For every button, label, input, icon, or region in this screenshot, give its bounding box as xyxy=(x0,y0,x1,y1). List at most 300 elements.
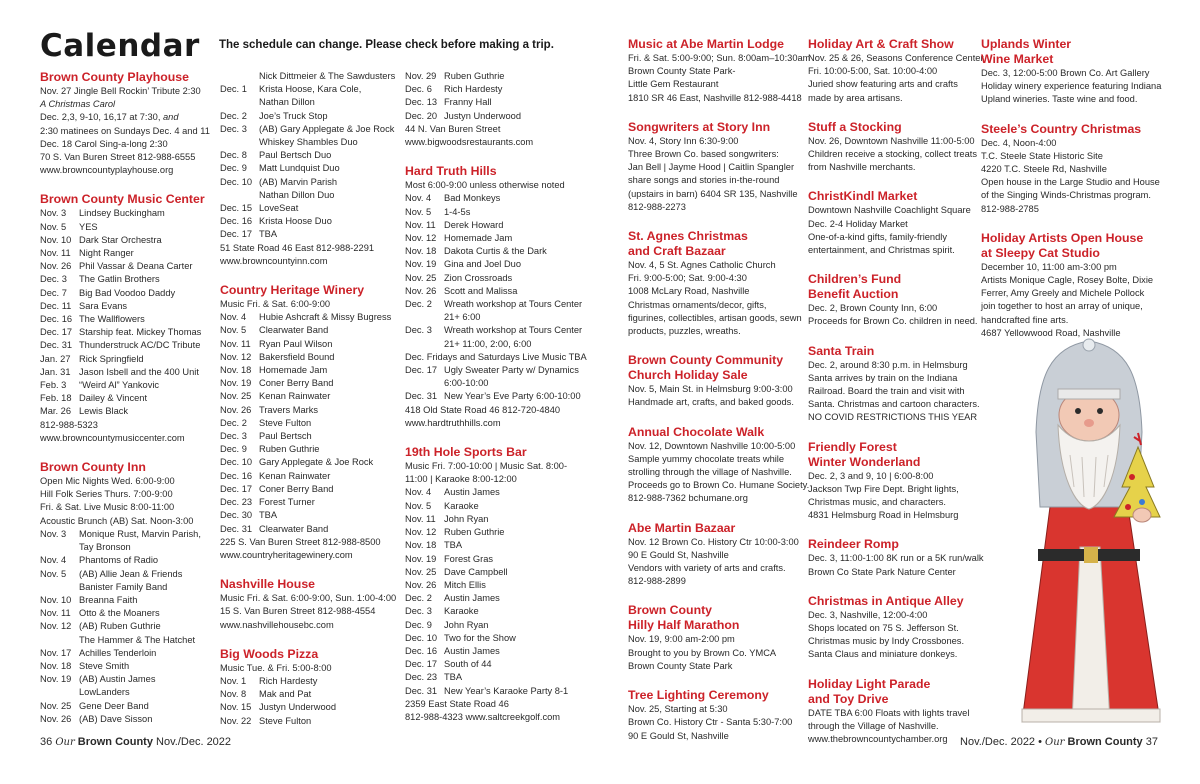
schedule-date: Nov. 26 xyxy=(405,285,437,296)
schedule-entry: (AB) Austin James xyxy=(79,674,156,685)
event-detail-line: Dec. 3, 11:00-1:00 8K run or a 5K run/walk xyxy=(808,553,984,564)
schedule-date: Dec. 17 xyxy=(220,483,253,494)
schedule-row xyxy=(405,671,585,684)
schedule-entry: Ryan Paul Wilson xyxy=(259,338,333,349)
schedule-entry: Night Ranger xyxy=(79,248,134,259)
schedule-entry: 6:00-10:00 xyxy=(444,378,489,389)
schedule-entry: Whiskey Shambles Duo xyxy=(259,137,358,148)
schedule-entry: Hubie Ashcraft & Missy Bugress xyxy=(259,312,392,323)
event-details xyxy=(981,137,1161,216)
brand-name: Brown County xyxy=(77,736,153,748)
venue-title: Big Woods Pizza xyxy=(220,646,319,661)
schedule-date xyxy=(40,541,79,554)
schedule-entry: Austin James xyxy=(444,593,500,604)
schedule-row xyxy=(405,232,585,245)
schedule-date: Nov. 26 xyxy=(40,713,72,724)
schedule-row xyxy=(40,568,215,581)
schedule-row xyxy=(405,219,585,232)
column-1 xyxy=(40,70,215,741)
event-detail-line: from Nashville merchants. xyxy=(808,162,916,173)
schedule-date xyxy=(220,70,259,83)
schedule-row xyxy=(40,234,215,247)
schedule-row xyxy=(40,700,215,713)
event-detail-line: 90 E Gould St, Nashville xyxy=(628,549,729,560)
schedule-date: Nov. 25 xyxy=(405,272,437,283)
event-steele xyxy=(981,122,1161,216)
schedule-row xyxy=(40,634,215,647)
schedule-entry: LowLanders xyxy=(79,687,130,698)
event-details xyxy=(808,609,978,662)
schedule-date: Nov. 11 xyxy=(405,219,436,230)
schedule-date xyxy=(405,311,444,324)
schedule-entry: The Hammer & The Hatchet xyxy=(79,634,196,645)
schedule-row xyxy=(40,207,215,220)
schedule-date: Dec. 3 xyxy=(405,606,432,617)
column-2 xyxy=(220,70,402,743)
event-line: Dec. Fridays and Saturdays Live Music TBA xyxy=(405,351,587,362)
venue-title: Country Heritage Winery xyxy=(220,283,365,298)
schedule-date: Feb. 3 xyxy=(40,380,67,391)
schedule-date: Dec. 9 xyxy=(220,444,247,455)
event-dates: Dec. 2,3, 9-10, 16,17 at 7:30, xyxy=(40,112,164,123)
schedule-entry: (AB) Dave Sisson xyxy=(79,713,153,724)
schedule-date: Nov. 11 xyxy=(405,513,436,524)
schedule-date: Dec. 1 xyxy=(220,84,247,95)
schedule-date: Nov. 5 xyxy=(220,325,247,336)
schedule-entry: Forest Turner xyxy=(259,497,315,508)
schedule-row xyxy=(405,285,585,298)
event-details xyxy=(808,52,984,105)
schedule-entry: Sara Evans xyxy=(79,300,128,311)
schedule-date: Nov. 12 xyxy=(405,527,437,538)
schedule-row xyxy=(40,686,215,699)
venue-hours: Music Tue. & Fri. 5:00-8:00 xyxy=(220,662,332,673)
schedule-entry: Dailey & Vincent xyxy=(79,393,148,404)
schedule-row xyxy=(220,404,402,417)
schedule-row xyxy=(220,123,402,136)
schedule-entry: New Year’s Karaoke Party 8-1 xyxy=(444,685,569,696)
event-childrens-fund xyxy=(808,272,978,328)
event-detail-line: Three Brown Co. based songwriters: xyxy=(628,149,779,160)
venue-website: www.browncountyinn.com xyxy=(220,255,328,266)
schedule-entry: Jason Isbell and the 400 Unit xyxy=(79,366,199,377)
schedule-row xyxy=(220,443,402,456)
event-detail-line: Dec. 3, Nashville, 12:00-4:00 xyxy=(808,609,928,620)
event-title: Children’s Fund xyxy=(808,272,902,287)
schedule-row xyxy=(220,202,402,215)
schedule-row xyxy=(405,566,585,579)
event-bazaar xyxy=(628,521,806,589)
schedule-date: Nov. 19 xyxy=(405,259,437,270)
event-title: Annual Chocolate Walk xyxy=(628,424,765,439)
event-detail-line: Children receive a stocking, collect treats xyxy=(808,149,977,160)
schedule-date: Dec. 2 xyxy=(405,299,432,310)
schedule-date: Dec. 23 xyxy=(405,672,438,683)
venue-hours: Music Fri. & Sat. 6:00-9:00 xyxy=(220,299,331,310)
event-details xyxy=(628,536,806,589)
venue-title: Nashville House xyxy=(220,577,315,592)
event-detail-line: entertainment, and Christmas spirit. xyxy=(808,245,955,256)
schedule-list xyxy=(40,528,215,726)
venue-title: Brown County Playhouse xyxy=(40,70,189,84)
venue-playhouse xyxy=(40,70,215,177)
event-detail-line: Nov. 4, Story Inn 6:30-9:00 xyxy=(628,135,739,146)
event-title: Steele’s Country Christmas xyxy=(981,121,1142,136)
schedule-entry: The Gatlin Brothers xyxy=(79,274,160,285)
venue-big-woods-continued xyxy=(405,70,585,149)
schedule-entry: Karaoke xyxy=(444,500,479,511)
schedule-row xyxy=(220,675,402,688)
schedule-row xyxy=(40,326,215,339)
schedule-row xyxy=(220,715,402,728)
schedule-date: Nov. 25 xyxy=(40,700,72,711)
schedule-row xyxy=(405,645,585,658)
event-chocolate-walk xyxy=(628,424,810,506)
schedule-date: Dec. 17 xyxy=(405,365,438,376)
event-title: Stuff a Stocking xyxy=(808,119,902,134)
schedule-date: Dec. 13 xyxy=(405,97,438,108)
schedule-entry: Franny Hall xyxy=(444,97,492,108)
schedule-entry: Ruben Guthrie xyxy=(259,444,320,455)
schedule-row xyxy=(405,206,585,219)
venue-address: 225 S. Van Buren Street 812-988-8500 xyxy=(220,536,381,547)
event-detail-line: 812-988-2273 xyxy=(628,201,686,212)
schedule-row xyxy=(220,509,402,522)
event-detail-line: December 10, 11:00 am-3:00 pm xyxy=(981,261,1117,272)
schedule-date: Nov. 10 xyxy=(40,234,72,245)
schedule-row xyxy=(220,701,402,714)
event-details xyxy=(981,261,1161,340)
venue-hours: Most 6:00-9:00 unless otherwise noted xyxy=(405,180,565,191)
event-title: ChristKindl Market xyxy=(808,189,918,204)
event-title: Holiday Light Parade xyxy=(808,676,931,691)
schedule-row xyxy=(220,470,402,483)
schedule-entry: Lewis Black xyxy=(79,406,129,417)
schedule-row xyxy=(220,483,402,496)
event-santa-train xyxy=(808,344,978,425)
schedule-date: Dec. 9 xyxy=(220,163,247,174)
schedule-date: Nov. 15 xyxy=(220,702,252,713)
venue-nashville-house xyxy=(220,577,402,632)
event-detail-line: 812-988-2785 xyxy=(981,203,1039,214)
event-half-marathon xyxy=(628,603,806,673)
event-details xyxy=(628,440,810,506)
schedule-row xyxy=(40,581,215,594)
schedule-entry: Phil Vassar & Deana Carter xyxy=(79,261,193,272)
page-number: 36 xyxy=(40,736,53,748)
schedule-entry: Nathan Dillon Duo xyxy=(259,189,335,200)
issue-date: Nov./Dec. 2022 xyxy=(156,736,232,748)
venue-website: www.countryheritagewinery.com xyxy=(220,549,353,560)
event-detail-line: (upstairs in barn) 6404 SR 135, Nashville xyxy=(628,188,798,199)
schedule-row xyxy=(405,539,585,552)
event-title: Hilly Half Marathon xyxy=(628,618,740,633)
schedule-date xyxy=(220,189,259,202)
column-5 xyxy=(808,37,984,761)
schedule-row xyxy=(220,189,402,202)
schedule-entry: Krista Hoose, Kara Cole, xyxy=(259,84,362,95)
column-6 xyxy=(981,37,1161,355)
venue-music-center xyxy=(40,192,215,445)
schedule-row xyxy=(220,377,402,390)
schedule-row xyxy=(405,245,585,258)
event-detail-line: join together to host an array of unique, xyxy=(981,301,1143,312)
schedule-date: Dec. 16 xyxy=(220,216,253,227)
event-detail-line: DATE TBA 6:00 Floats with lights travel xyxy=(808,707,970,718)
schedule-row xyxy=(405,526,585,539)
schedule-date: Nov. 11 xyxy=(40,248,71,259)
footer-left xyxy=(40,736,231,748)
schedule-date: Dec. 10 xyxy=(405,632,438,643)
event-detail-line: of the Singing Winds-Christmas program. xyxy=(981,190,1151,201)
schedule-list xyxy=(220,70,402,242)
event-detail-line: 4687 Yellowwood Road, Nashville xyxy=(981,327,1121,338)
event-detail-line: Santa. Christmas and cartoon characters. xyxy=(808,399,980,410)
schedule-row xyxy=(405,311,585,324)
event-sleepy-cat xyxy=(981,231,1161,340)
event-detail-line: share songs and stories in-the-round xyxy=(628,175,780,186)
brand-script: Our xyxy=(1045,737,1065,748)
event-details xyxy=(628,52,811,105)
schedule-entry: Karaoke xyxy=(444,606,479,617)
venue-hours: 11:00 | Karaoke 8:00-12:00 xyxy=(405,474,517,485)
event-detail-line: through the Village of Nashville. xyxy=(808,720,939,731)
schedule-row xyxy=(40,647,215,660)
schedule-date: Nov. 5 xyxy=(40,221,67,232)
event-detail-line: One-of-a-kind gifts, family-friendly xyxy=(808,231,947,242)
event-detail-line: T.C. Steele State Historic Site xyxy=(981,150,1103,161)
schedule-entry: (AB) Marvin Parish xyxy=(259,176,338,187)
schedule-entry: Forest Gras xyxy=(444,553,494,564)
event-detail-line: figurines, collectibles, artisan goods, sewn xyxy=(628,312,802,323)
schedule-date: Jan. 31 xyxy=(40,366,71,377)
schedule-row xyxy=(220,688,402,701)
schedule-date: Dec. 3 xyxy=(220,123,247,134)
schedule-row xyxy=(40,620,215,633)
venue-website: www.hardtruthhills.com xyxy=(405,417,501,428)
venue-inn-continued xyxy=(220,70,402,268)
event-detail-line: Shops located on 75 S. Jefferson St. xyxy=(808,623,959,634)
venue-address: 70 S. Van Buren Street 812-988-6555 xyxy=(40,152,196,163)
schedule-entry: Bakersfield Bound xyxy=(259,351,335,362)
schedule-date: Nov. 19 xyxy=(220,378,252,389)
schedule-date: Nov. 17 xyxy=(40,647,72,658)
event-detail-line: Christmas ornaments/decor, gifts, xyxy=(628,299,767,310)
schedule-entry: Two for the Show xyxy=(444,632,516,643)
schedule-row xyxy=(405,592,585,605)
schedule-date xyxy=(405,338,444,351)
schedule-entry: Justyn Underwood xyxy=(259,702,336,713)
schedule-date: Nov. 1 xyxy=(220,675,247,686)
schedule-row xyxy=(220,136,402,149)
schedule-row xyxy=(40,554,215,567)
schedule-date: Dec. 17 xyxy=(220,229,253,240)
event-line: Nov. 27 Jingle Bell Rockin’ Tribute 2:30 xyxy=(40,86,201,96)
schedule-entry: Steve Fulton xyxy=(259,715,312,726)
schedule-date: Nov. 10 xyxy=(40,594,72,605)
schedule-entry: Breanna Faith xyxy=(79,594,138,605)
event-details xyxy=(808,302,978,328)
issue-date: Nov./Dec. 2022 • xyxy=(960,736,1042,748)
schedule-entry: The Wallflowers xyxy=(79,314,145,325)
schedule-entry: Bad Monkeys xyxy=(444,193,501,204)
schedule-date: Nov. 29 xyxy=(405,71,437,81)
schedule-row xyxy=(405,632,585,645)
schedule-row xyxy=(40,366,215,379)
schedule-entry: YES xyxy=(79,221,98,232)
schedule-entry: Mitch Ellis xyxy=(444,579,486,590)
schedule-date: Dec. 3 xyxy=(40,274,67,285)
schedule-row xyxy=(405,70,585,83)
event-detail-line: Proceeds for Brown Co. children in need. xyxy=(808,316,978,327)
event-detail-line: Brought to you by Brown Co. YMCA xyxy=(628,647,777,658)
event-detail-line: Christmas music, and characters. xyxy=(808,497,946,508)
event-detail-line: Handmade art, crafts, and baked goods. xyxy=(628,397,794,408)
schedule-row xyxy=(220,390,402,403)
schedule-entry: Ruben Guthrie xyxy=(444,71,505,81)
schedule-entry: LoveSeat xyxy=(259,203,299,214)
schedule-entry: Kenan Rainwater xyxy=(259,470,331,481)
venue-website: www.bigwoodsrestaurants.com xyxy=(405,137,534,148)
schedule-entry: Homemade Jam xyxy=(259,365,328,376)
schedule-list xyxy=(220,311,402,535)
schedule-date: Nov. 12 xyxy=(220,351,252,362)
venue-address: 51 State Road 46 East 812-988-2291 xyxy=(220,242,375,253)
event-dates-and: and xyxy=(163,112,179,123)
event-details xyxy=(628,383,806,409)
schedule-date: Nov. 11 xyxy=(220,338,251,349)
venue-hard-truth xyxy=(405,164,585,430)
event-details xyxy=(981,67,1161,107)
event-title: Church Holiday Sale xyxy=(628,368,748,383)
event-detail-line: Fri. 9:00-5:00; Sat. 9:00-4:30 xyxy=(628,273,747,284)
event-detail-line: Nov. 25, Starting at 5:30 xyxy=(628,704,728,715)
event-detail-line: Santa Claus and miniature donkeys. xyxy=(808,649,958,660)
schedule-row xyxy=(220,176,402,189)
venue-address: 418 Old State Road 46 812-720-4840 xyxy=(405,404,561,415)
event-detail-line: Fri. 10:00-5:00, Sat. 10:00-4:00 xyxy=(808,66,938,77)
schedule-date: Nov. 19 xyxy=(40,674,72,685)
schedule-entry: Justyn Underwood xyxy=(444,110,521,121)
schedule-row xyxy=(220,70,402,83)
schedule-date: Dec. 31 xyxy=(40,340,73,351)
schedule-entry: Coner Berry Band xyxy=(259,378,334,389)
event-details xyxy=(808,552,984,578)
schedule-entry: John Ryan xyxy=(444,619,489,630)
schedule-row xyxy=(405,685,585,698)
schedule-date: Nov. 4 xyxy=(40,555,67,566)
schedule-row xyxy=(220,351,402,364)
event-detail-line: Nov. 12, Downtown Nashville 10:00-5:00 xyxy=(628,440,796,451)
venue-sports-bar xyxy=(405,445,585,724)
schedule-date: Dec. 15 xyxy=(220,203,253,214)
schedule-entry: Clearwater Band xyxy=(259,325,329,336)
schedule-entry: Dakota Curtis & the Dark xyxy=(444,246,547,257)
schedule-date: Nov. 25 xyxy=(220,391,252,402)
schedule-date: Nov. 19 xyxy=(405,553,437,564)
schedule-row xyxy=(405,298,585,311)
event-detail-line: Dec. 3, 12:00-5:00 Brown Co. Art Gallery xyxy=(981,68,1150,78)
schedule-entry: Gina and Joel Duo xyxy=(444,259,522,270)
event-detail-line: Railroad. Board the train and visit with xyxy=(808,386,965,397)
schedule-date: Nov. 5 xyxy=(405,500,432,511)
schedule-date: Dec. 2 xyxy=(405,593,432,604)
schedule-row xyxy=(405,110,585,123)
event-st-agnes xyxy=(628,229,806,338)
schedule-entry: Mak and Pat xyxy=(259,689,312,700)
schedule-row xyxy=(220,430,402,443)
schedule-date: Dec. 30 xyxy=(220,510,253,521)
event-detail-line: NO COVID RESTRICTIONS THIS YEAR xyxy=(808,412,978,423)
schedule-entry: Achilles Tenderloin xyxy=(79,647,157,658)
event-title: and Toy Drive xyxy=(808,691,889,706)
event-line: 2:30 matinees on Sundays Dec. 4 and 11 xyxy=(40,125,210,136)
schedule-entry: Nathan Dillon xyxy=(259,97,315,108)
event-songwriters xyxy=(628,120,806,214)
schedule-row xyxy=(40,713,215,726)
venue-title: 19th Hole Sports Bar xyxy=(405,445,527,460)
schedule-entry: Zion Crossroads xyxy=(444,272,513,283)
schedule-date xyxy=(40,634,79,647)
venue-website: www.nashvillehousebc.com xyxy=(220,619,334,630)
schedule-entry: Travers Marks xyxy=(259,404,319,415)
event-detail-line: 812-988-2899 xyxy=(628,576,686,587)
event-detail-line: Nov. 5, Main St. in Helmsburg 9:00-3:00 xyxy=(628,384,793,395)
schedule-row xyxy=(40,313,215,326)
venue-website: www.browncountyplayhouse.org xyxy=(40,165,174,176)
event-detail-line: products, puzzles, wreaths. xyxy=(628,326,741,337)
schedule-date: Dec. 16 xyxy=(40,314,73,325)
schedule-date: Nov. 26 xyxy=(405,579,437,590)
schedule-entry: Matt Lundquist Duo xyxy=(259,163,340,174)
event-title: Winter Wonderland xyxy=(808,454,921,469)
schedule-date xyxy=(220,136,259,149)
event-title: Holiday Art & Craft Show xyxy=(808,37,954,51)
event-parade xyxy=(808,677,978,747)
schedule-date: Nov. 22 xyxy=(220,715,252,726)
event-detail-line: Nov. 4, 5 St. Agnes Catholic Church xyxy=(628,260,776,271)
event-detail-line: Proceeds go to Brown Co. Humane Society. xyxy=(628,480,810,491)
event-title: Holiday Artists Open House xyxy=(981,230,1144,245)
schedule-date: Dec. 23 xyxy=(220,497,253,508)
event-detail-line: Nov. 12 Brown Co. History Ctr 10:00-3:00 xyxy=(628,536,799,547)
schedule-entry: Nick Dittmeier & The Sawdusters xyxy=(259,71,396,81)
page-number: 37 xyxy=(1145,736,1158,748)
event-detail-line: Dec. 2, Brown County Inn, 6:00 xyxy=(808,303,938,314)
event-art-craft xyxy=(808,37,984,105)
schedule-row xyxy=(220,96,402,109)
schedule-entry: South of 44 xyxy=(444,659,492,670)
schedule-row xyxy=(220,456,402,469)
schedule-row xyxy=(405,486,585,499)
event-detail-line: Little Gem Restaurant xyxy=(628,79,719,90)
footer-right xyxy=(960,736,1158,748)
schedule-date: Nov. 12 xyxy=(40,621,72,632)
schedule-entry: Otto & the Moaners xyxy=(79,608,160,619)
event-title: Santa Train xyxy=(808,343,875,358)
event-details xyxy=(628,703,806,743)
schedule-list xyxy=(405,364,585,404)
schedule-date: Mar. 26 xyxy=(40,406,72,417)
event-forest xyxy=(808,440,978,523)
event-title: Songwriters at Story Inn xyxy=(628,119,771,134)
schedule-notice: The schedule can change. Please check before making a trip. xyxy=(219,39,554,51)
schedule-row xyxy=(220,523,402,536)
schedule-row xyxy=(405,553,585,566)
event-title: Wine Market xyxy=(981,52,1054,66)
event-details xyxy=(628,135,806,214)
event-details xyxy=(808,707,978,747)
